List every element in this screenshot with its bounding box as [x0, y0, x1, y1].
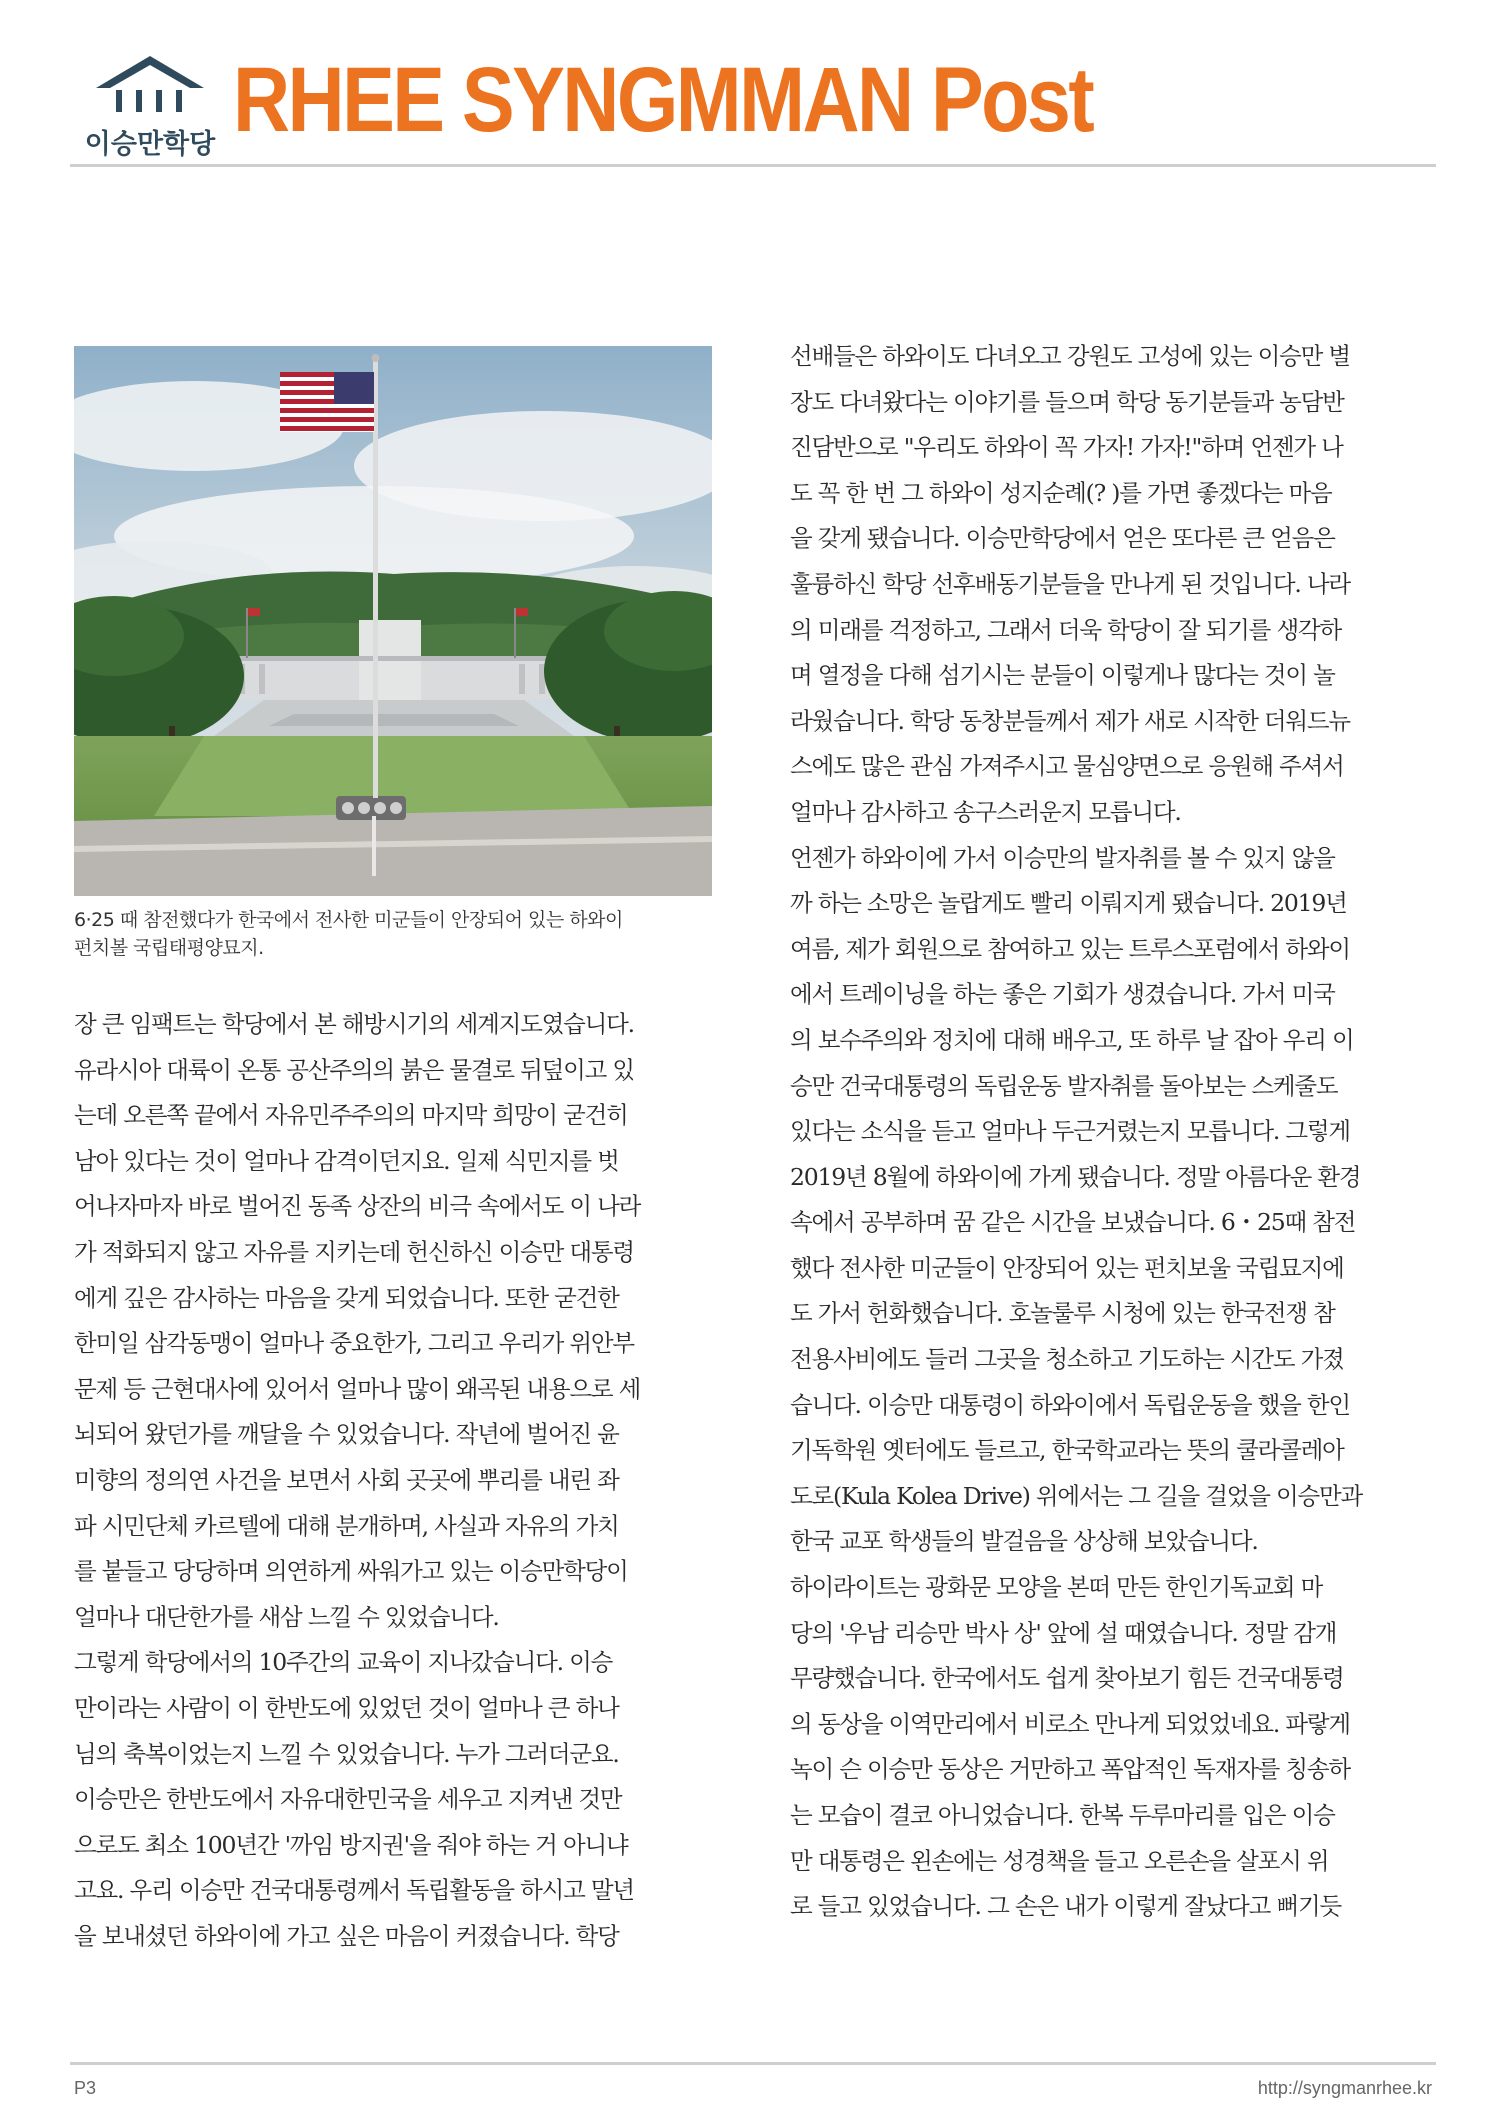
text-line: 의 동상을 이역만리에서 비로소 만나게 되었었네요. 파랗게 [790, 1709, 1350, 1738]
text-line: 을 갖게 됐습니다. 이승만학당에서 얻은 또다른 큰 얻음은 [790, 524, 1335, 553]
text-line: 는 모습이 결코 아니었습니다. 한복 두루마리를 입은 이승 [790, 1801, 1335, 1829]
text-line: 로 들고 있었습니다. 그 손은 내가 이렇게 잘났다고 뻐기듯 [790, 1892, 1341, 1921]
text-line: 에게 깊은 감사하는 마음을 갖게 되었습니다. 또한 굳건한 [74, 1283, 619, 1312]
website-url[interactable]: http://syngmanrhee.kr [1257, 2078, 1432, 2098]
photo-caption: 6·25 때 참전했다가 한국에서 전사한 미군들이 안장되어 있는 하와이 펀치볼 국립태평양묘지. [74, 909, 623, 959]
text-line: 한미일 삼각동맹이 얼마나 중요한가, 그리고 우리가 위안부 [74, 1329, 634, 1358]
text-line: 2019년 8월에 하와이에 가게 됐습니다. 정말 아름다운 환경 [790, 1162, 1361, 1191]
text-line: 한국 교포 학생들의 발걸음을 상상해 보았습니다. [790, 1527, 1258, 1556]
text-line: 어나자마자 바로 벌어진 동족 상잔의 비극 속에서도 이 나라 [74, 1192, 641, 1221]
header-divider [70, 164, 1436, 167]
text-line: 만 대통령은 왼손에는 성경책을 들고 오른손을 살포시 위 [790, 1846, 1329, 1875]
right-text-column [790, 334, 1446, 1930]
text-line: 속에서 공부하며 꿈 같은 시간을 보냈습니다. 6・25때 참전 [790, 1208, 1356, 1237]
footer-divider [70, 2062, 1436, 2065]
logo [70, 52, 230, 160]
text-line: 뇌되어 왔던가를 깨달을 수 있었습니다. 작년에 벌어진 윤 [74, 1420, 619, 1449]
text-line: 훌륭하신 학당 선후배동기분들을 만나게 된 것입니다. 나라 [790, 569, 1350, 598]
text-line: 까 하는 소망은 놀랍게도 빨리 이뤄지게 됐습니다. 2019년 [790, 889, 1347, 918]
text-line: 장 큰 임팩트는 학당에서 본 해방시기의 세계지도였습니다. [74, 1010, 634, 1038]
text-line: 가 적화되지 않고 자유를 지키는데 헌신하신 이승만 대통령 [74, 1237, 634, 1266]
masthead [70, 44, 1436, 164]
text-line: 의 미래를 걱정하고, 그래서 더욱 학당이 잘 되기를 생각하 [790, 615, 1341, 644]
text-line: 스에도 많은 관심 가져주시고 물심양면으로 응원해 주셔서 [790, 752, 1344, 781]
text-line: 승만 건국대통령의 독립운동 발자취를 돌아보는 스케줄도 [790, 1071, 1338, 1100]
text-line: 며 열정을 다해 섬기시는 분들이 이렇게나 많다는 것이 놀 [790, 661, 1335, 690]
text-line: 님의 축복이었는지 느낄 수 있었습니다. 누가 그러더군요. [74, 1739, 619, 1768]
text-line: 진담반으로 "우리도 하와이 꼭 가자! 가자!"하며 언젠가 나 [790, 433, 1343, 462]
text-line: 파 시민단체 카르텔에 대해 분개하며, 사실과 자유의 가치 [74, 1511, 619, 1540]
text-line: 를 붙들고 당당하며 의연하게 싸워가고 있는 이승만학당이 [74, 1557, 628, 1586]
text-line: 하이라이트는 광화문 모양을 본떠 만든 한인기독교회 마 [790, 1573, 1323, 1602]
text-line: 만이라는 사람이 이 한반도에 있었던 것이 얼마나 큰 하나 [74, 1693, 619, 1722]
house-logo-icon [92, 52, 208, 118]
page-number: P3 [74, 2078, 97, 2098]
logo-text: 이승만학당 [84, 129, 216, 160]
text-line: 도 꼭 한 번 그 하와이 성지순례(? )를 가면 좋겠다는 마음 [790, 478, 1332, 507]
text-line: 장도 다녀왔다는 이야기를 들으며 학당 동기분들과 농담반 [790, 387, 1344, 416]
text-line: 에서 트레이닝을 하는 좋은 기회가 생겼습니다. 가서 미국 [790, 980, 1335, 1009]
text-line: 이승만은 한반도에서 자유대한민국을 세우고 지켜낸 것만 [74, 1785, 622, 1814]
text-line: 미향의 정의연 사건을 보면서 사회 곳곳에 뿌리를 내린 좌 [74, 1465, 619, 1494]
text-line: 는데 오른쪽 끝에서 자유민주주의의 마지막 희망이 굳건히 [74, 1101, 628, 1130]
publication-title: RHEE SYNGMMAN Post [233, 49, 1093, 151]
text-line: 했다 전사한 미군들이 안장되어 있는 펀치보울 국립묘지에 [790, 1253, 1344, 1282]
cemetery-photo [74, 346, 712, 896]
text-line: 있다는 소식을 듣고 얼마나 두근거렸는지 모릅니다. 그렇게 [790, 1117, 1350, 1146]
text-line: 무량했습니다. 한국에서도 쉽게 찾아보기 힘든 건국대통령 [790, 1664, 1344, 1693]
text-line: 라웠습니다. 학당 동창분들께서 제가 새로 시작한 더워드뉴 [790, 706, 1350, 735]
text-line: 유라시아 대륙이 온통 공산주의의 붉은 물결로 뒤덮이고 있 [74, 1055, 634, 1084]
text-line: 을 보내셨던 하와이에 가고 싶은 마음이 커졌습니다. 학당 [74, 1921, 619, 1950]
text-line: 기독학원 옛터에도 들르고, 한국학교라는 뜻의 쿨라콜레아 [790, 1436, 1344, 1465]
text-line: 언젠가 하와이에 가서 이승만의 발자취를 볼 수 있지 않을 [790, 843, 1335, 872]
text-line: 남아 있다는 것이 얼마나 감격이던지요. 일제 식민지를 벗 [74, 1146, 619, 1175]
text-line: 습니다. 이승만 대통령이 하와이에서 독립운동을 했을 한인 [790, 1390, 1350, 1419]
text-line: 녹이 슨 이승만 동상은 거만하고 폭압적인 독재자를 칭송하 [790, 1755, 1350, 1784]
text-line: 도로(Kula Kolea Drive) 위에서는 그 길을 걸었을 이승만과 [790, 1481, 1363, 1510]
text-line: 당의 '우남 리승만 박사 상' 앞에 설 때였습니다. 정말 감개 [790, 1618, 1337, 1647]
text-line: 고요. 우리 이승만 건국대통령께서 독립활동을 하시고 말년 [74, 1876, 634, 1905]
text-line: 전용사비에도 들러 그곳을 청소하고 기도하는 시간도 가졌 [790, 1345, 1344, 1374]
text-line: 그렇게 학당에서의 10주간의 교육이 지나갔습니다. 이승 [74, 1648, 613, 1677]
text-line: 얼마나 감사하고 송구스러운지 모릅니다. [790, 797, 1181, 826]
left-text-column [74, 1002, 734, 1959]
text-line: 도 가서 헌화했습니다. 호놀룰루 시청에 있는 한국전쟁 참 [790, 1299, 1335, 1328]
text-line: 으로도 최소 100년간 '까임 방지권'을 줘야 하는 거 아니냐 [74, 1830, 628, 1859]
text-line: 선배들은 하와이도 다녀오고 강원도 고성에 있는 이승만 별 [790, 342, 1350, 370]
text-line: 얼마나 대단한가를 새삼 느낄 수 있었습니다. [74, 1602, 499, 1631]
text-line: 문제 등 근현대사에 있어서 얼마나 많이 왜곡된 내용으로 세 [74, 1374, 641, 1403]
text-line: 의 보수주의와 정치에 대해 배우고, 또 하루 날 잡아 우리 이 [790, 1025, 1354, 1054]
text-line: 여름, 제가 회원으로 참여하고 있는 트루스포럼에서 하와이 [790, 934, 1350, 963]
